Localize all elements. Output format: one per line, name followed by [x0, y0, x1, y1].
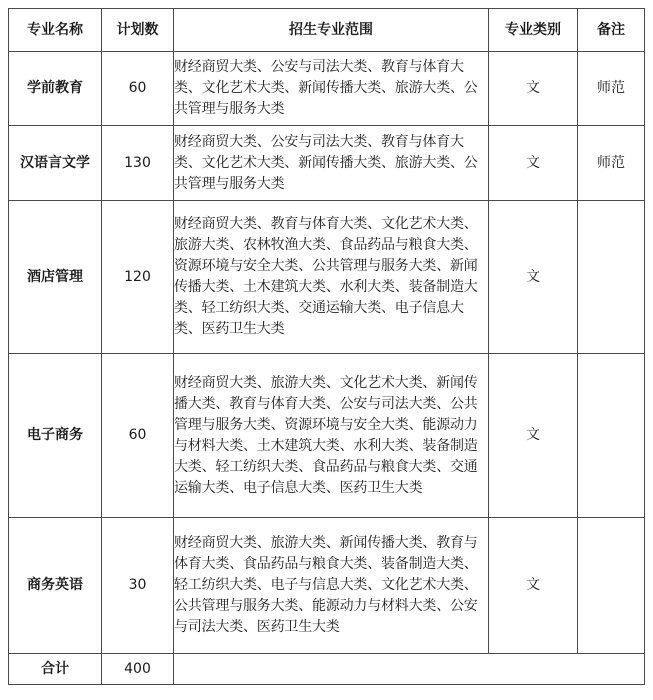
- header-row: [9, 9, 645, 52]
- major-category: 文: [489, 52, 578, 126]
- total-row: [9, 654, 645, 685]
- enrollment-scope: 财经商贸大类、教育与体育大类、文化艺术大类、旅游大类、农林牧渔大类、食品药品与粮食大类、资源环境与安全大类、公共管理与服务大类、新闻传播大类、土木建筑大类、水利大类、装备制造大类、轻工纺织大类、交通运输大类、电子信息大类、医药卫生大类: [174, 201, 489, 354]
- enrollment-scope: 财经商贸大类、旅游大类、文化艺术大类、新闻传播大类、教育与体育大类、公安与司法大类、公共管理与服务大类、资源环境与安全大类、能源动力与材料大类、土木建筑大类、水利大类、装备制造大类、轻工纺织大类、食品药品与粮食大类、交通运输大类、电子信息大类、医药卫生大类: [174, 354, 489, 518]
- table-row: [9, 518, 645, 654]
- total-empty-cell: [174, 654, 645, 685]
- major-name: 酒店管理: [9, 201, 102, 354]
- enrollment-scope: 财经商贸大类、公安与司法大类、教育与体育大类、文化艺术大类、新闻传播大类、旅游大类、公共管理与服务大类: [174, 52, 489, 126]
- remark: [578, 518, 645, 654]
- major-category: 文: [489, 518, 578, 654]
- plan-count: 60: [102, 354, 174, 518]
- table-row: [9, 201, 645, 354]
- remark: [578, 354, 645, 518]
- header-plan: 计划数: [102, 9, 174, 52]
- remark: 师范: [578, 52, 645, 126]
- major-name: 商务英语: [9, 518, 102, 654]
- major-category: 文: [489, 201, 578, 354]
- major-name: 汉语言文学: [9, 126, 102, 201]
- total-plan-count: 400: [102, 654, 174, 685]
- plan-count: 30: [102, 518, 174, 654]
- header-major: 专业名称: [9, 9, 102, 52]
- major-category: 文: [489, 354, 578, 518]
- header-note: 备注: [578, 9, 645, 52]
- enrollment-scope: 财经商贸大类、旅游大类、新闻传播大类、教育与体育大类、食品药品与粮食大类、装备制造大类、轻工纺织大类、电子与信息大类、文化艺术大类、公共管理与服务大类、能源动力与材料大类、公安与司法大类、医药卫生大类: [174, 518, 489, 654]
- remark: [578, 201, 645, 354]
- major-name: 电子商务: [9, 354, 102, 518]
- enrollment-scope: 财经商贸大类、公安与司法大类、教育与体育大类、文化艺术大类、新闻传播大类、旅游大类、公共管理与服务大类: [174, 126, 489, 201]
- table-row: [9, 354, 645, 518]
- table-row: [9, 52, 645, 126]
- total-label: 合计: [9, 654, 102, 685]
- plan-count: 130: [102, 126, 174, 201]
- remark: 师范: [578, 126, 645, 201]
- plan-count: 60: [102, 52, 174, 126]
- plan-count: 120: [102, 201, 174, 354]
- major-name: 学前教育: [9, 52, 102, 126]
- header-scope: 招生专业范围: [174, 9, 489, 52]
- table-row: [9, 126, 645, 201]
- enrollment-table: [8, 8, 645, 685]
- major-category: 文: [489, 126, 578, 201]
- header-category: 专业类别: [489, 9, 578, 52]
